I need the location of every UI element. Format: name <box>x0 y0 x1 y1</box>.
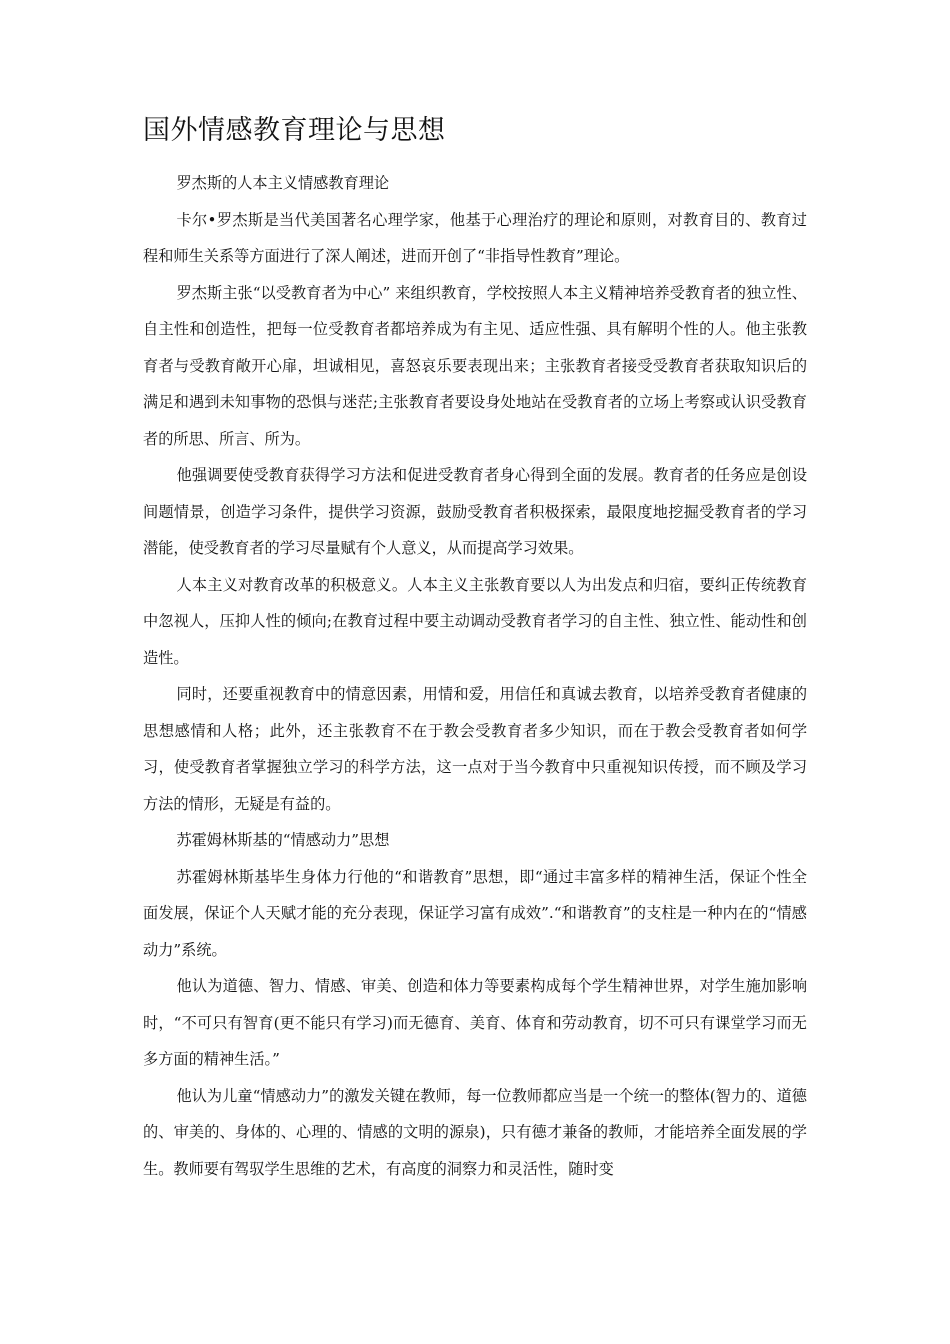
section-heading-rogers: 罗杰斯的人本主义情感教育理论 <box>176 174 390 192</box>
paragraph: 卡尔•罗杰斯是当代美国著名心理学家，他基于心理治疗的理论和原则，对教育目的、教育过程和师生关系等方面进行了深人阐述，进而开创了“非指导性教育”理论。 <box>143 210 807 265</box>
paragraph: 罗杰斯主张“以受教育者为中心” 来组织教育，学校按照人本主义精神培养受教育者的独立性、自主性和创造性，把每一位受教育者都培养成为有主见、适应性强、具有解明个性的人。他主张教育者与受教育敞开心扉，坦诚相见，喜怒哀乐要表现出来；主张教育者接受受教育者获取知识后的满足和遇到未知事物的恐惧与迷茫;主张教育者要设身处地站在受教育者的立场上考察或认识受教育者的所思、所言、所为。 <box>143 283 807 448</box>
paragraph: 他强调要使受教育获得学习方法和促进受教育者身心得到全面的发展。教育者的任务应是创设间题情景，创造学习条件，提供学习资源，鼓励受教育者积极探索，最限度地挖掘受教育者的学习潜能，使受教育者的学习尽量赋有个人意义，从而提高学习效果。 <box>143 466 807 557</box>
paragraph: 他认为儿童“情感动力”的激发关键在教师，每一位教师都应当是一个统一的整体(智力的、道德的、审美的、身体的、心理的、情感的文明的源泉)，只有德才兼备的教师，才能培养全面发展的学生。教师要有驾驭学生思维的艺术，有高度的洞察力和灵活性，随时变 <box>143 1086 807 1178</box>
document-body <box>143 112 807 1187</box>
paragraph: 苏霍姆林斯基毕生身体力行他的“和谐教育”思想，即“通过丰富多样的精神生活，保证个性全面发展，保证个人天赋才能的充分表现，保证学习富有成效”.“和谐教育”的支柱是一种内在的“情感动力”系统。 <box>143 867 807 959</box>
paragraph: 同时，还要重视教育中的情意因素，用情和爱，用信任和真诚去教育，以培养受教育者健康的思想感情和人格；此外，还主张教育不在于教会受教育者多少知识，而在于教会受教育者如何学习，使受教育者掌握独立学习的科学方法，这一点对于当今教育中只重视知识传授，而不顾及学习方法的情形，无疑是有益的。 <box>143 685 807 813</box>
section-heading-sukhomlinsky: 苏霍姆林斯基的“情感动力”思想 <box>176 831 390 849</box>
document-title: 国外情感教育理论与思想 <box>143 115 446 146</box>
paragraph: 人本主义对教育改革的积极意义。人本主义主张教育要以人为出发点和归宿，要纠正传统教育中忽视人，压抑人性的倾向;在教育过程中要主动调动受教育者学习的自主性、独立性、能动性和创造性。 <box>143 575 807 667</box>
paragraph: 他认为道德、智力、情感、审美、创造和体力等要素构成每个学生精神世界，对学生施加影响时，“不可只有智育(更不能只有学习)而无德育、美育、体育和劳动教育，切不可只有课堂学习而无多方面的精神生活。” <box>143 977 807 1068</box>
